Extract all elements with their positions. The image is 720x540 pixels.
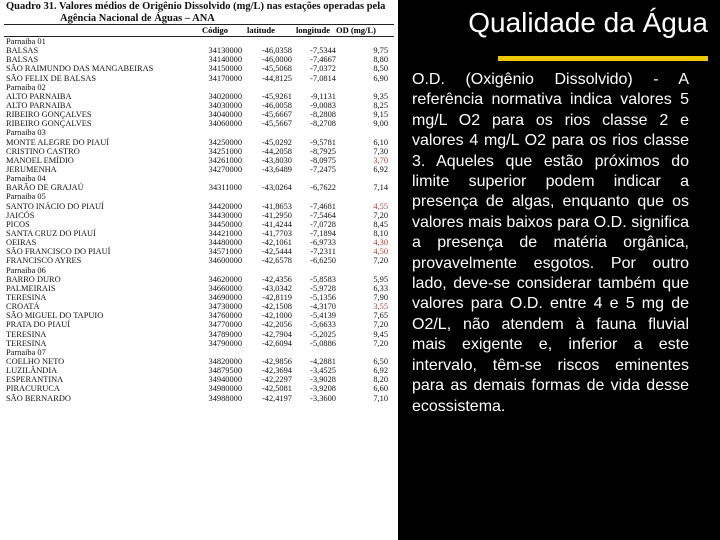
station-name: PICOS <box>6 219 30 229</box>
station-name: ALTO PARNAIBA <box>6 91 72 101</box>
title-underline <box>498 56 708 61</box>
table-row <box>6 220 388 229</box>
longitude-cell: -5,4139 <box>310 311 336 321</box>
station-code: 34820000 <box>208 356 242 366</box>
station-name: MANOEL EMÍDIO <box>6 155 74 165</box>
station-name: SANTA CRUZ DO PIAUÍ <box>6 229 96 239</box>
table-section-row <box>6 348 388 357</box>
station-name: ALTO PARNAIBA <box>6 101 72 111</box>
od-value: 7,90 <box>373 293 388 302</box>
station-code: 34020000 <box>208 91 242 101</box>
station-name: RIBEIRO GONÇALVES <box>6 119 92 129</box>
latitude-cell: -42,1508 <box>261 302 292 312</box>
longitude-cell: -3,9208 <box>310 384 336 394</box>
od-value: 7,20 <box>373 210 388 220</box>
longitude-cell: -9,5781 <box>310 137 336 147</box>
latitude-cell: -42,5444 <box>261 247 292 257</box>
station-name: SANTO INÁCIO DO PIAUÍ <box>6 201 104 211</box>
latitude-cell: -42,1000 <box>261 311 292 321</box>
od-value: 4,55 <box>373 201 388 211</box>
longitude-cell: -5,6633 <box>310 320 336 330</box>
od-value: 6,33 <box>373 283 388 293</box>
station-code: 34250000 <box>208 137 242 147</box>
station-name: JERUMENHA <box>6 165 57 175</box>
longitude-cell: -4,2881 <box>310 356 336 366</box>
section-label: Parnaiba 04 <box>6 174 46 184</box>
od-value: 7,65 <box>373 311 388 321</box>
table-row <box>6 101 388 110</box>
table-row <box>6 311 388 320</box>
od-value: 6,50 <box>373 356 388 366</box>
station-code: 34879500 <box>208 366 242 376</box>
station-name: BARRO DURO <box>6 274 61 284</box>
table-row <box>6 147 388 156</box>
water-quality-table <box>6 37 388 403</box>
station-name: TERESINA <box>6 293 47 302</box>
header-longitude: longitude <box>296 25 331 35</box>
od-value: 6,60 <box>373 384 388 394</box>
station-code: 34730000 <box>208 302 242 312</box>
longitude-cell: -8,2808 <box>310 110 336 120</box>
longitude-cell: -7,0814 <box>310 73 336 83</box>
table-row <box>6 165 388 174</box>
table-row <box>6 339 388 348</box>
table-row <box>6 375 388 384</box>
station-code: 34130000 <box>208 46 242 56</box>
station-code: 34600000 <box>208 256 242 266</box>
od-value: 7,20 <box>373 320 388 330</box>
longitude-cell: -6,9733 <box>310 238 336 248</box>
latitude-cell: -42,2297 <box>261 375 292 385</box>
station-code: 34770000 <box>208 320 242 330</box>
table-row <box>6 229 388 238</box>
table-row <box>6 366 388 375</box>
od-value: 7,20 <box>373 256 388 266</box>
od-value: 8,50 <box>373 64 388 74</box>
latitude-cell: -43,8030 <box>261 155 292 165</box>
table-row <box>6 302 388 311</box>
longitude-cell: -7,1894 <box>310 229 336 239</box>
longitude-cell: -4,3170 <box>310 302 336 312</box>
table-row <box>6 247 388 256</box>
station-code: 34030000 <box>208 101 242 111</box>
slide-body-text: O.D. (Oxigênio Dissolvido) - A referência normativa indica valores 5 mg/L O2 para os rios classe 2 e valores 4 mg/L O2 para os rios classe 3. Aqueles que estão próximos do limite superior podem indicar a presença de algas, enquanto que os valores mais baixos para O.D. significa a presença de matéria orgânica, provavelmente esgotos. Por outro lado, deve-se considerar também que valores para O.D. entre 4 e 5 mg de O2/L, não atendem à fauna fluvial mais exigente e, inferior a este intervalo, têm-se riscos eminentes para as demais formas de vida desse ecossistema. <box>412 71 689 415</box>
station-code: 34789000 <box>208 329 242 339</box>
table-caption-line1: Quadro 31. Valores médios de Origênio Dissolvido (mg/L) nas estações operadas pela <box>6 1 386 12</box>
latitude-cell: -44,2058 <box>261 146 292 156</box>
longitude-cell: -8,2708 <box>310 119 336 129</box>
header-codigo: Código <box>202 25 228 35</box>
table-row <box>6 74 388 83</box>
header-od: OD (mg/L) <box>336 25 376 35</box>
od-value: 8,80 <box>373 55 388 65</box>
station-code: 34421000 <box>208 229 242 239</box>
station-code: 34261000 <box>208 155 242 165</box>
latitude-cell: -42,2056 <box>261 320 292 330</box>
station-name: SÃO MIGUEL DO TAPUIO <box>6 311 104 321</box>
latitude-cell: -42,1061 <box>261 238 292 248</box>
station-name: COELHO NETO <box>6 356 65 366</box>
od-value: 6,92 <box>373 165 388 175</box>
table-row <box>6 293 388 302</box>
longitude-cell: -3,4525 <box>310 366 336 376</box>
od-value: 9,00 <box>373 119 388 129</box>
od-value: 6,90 <box>373 73 388 83</box>
table-section-row <box>6 174 388 183</box>
station-code: 34251000 <box>208 146 242 156</box>
od-value: 3,55 <box>373 302 388 312</box>
latitude-cell: -42,4356 <box>261 274 292 284</box>
od-value: 9,15 <box>373 110 388 120</box>
od-value: 9,45 <box>373 329 388 339</box>
latitude-cell: -44,8125 <box>261 73 292 83</box>
table-section-row <box>6 266 388 275</box>
station-name: RIBEIRO GONÇALVES <box>6 110 92 120</box>
latitude-cell: -42,3694 <box>261 366 292 376</box>
table-row <box>6 320 388 329</box>
latitude-cell: -45,9261 <box>261 91 292 101</box>
slide-title: Qualidade da Água <box>468 7 708 38</box>
station-name: TERESINA <box>6 338 47 348</box>
table-row <box>6 46 388 55</box>
latitude-cell: -43,6489 <box>261 165 292 175</box>
od-value: 6,10 <box>373 137 388 147</box>
longitude-cell: -7,5344 <box>310 46 336 56</box>
station-name: BALSAS <box>6 55 39 65</box>
latitude-cell: -42,5081 <box>261 384 292 394</box>
station-code: 34060000 <box>208 119 242 129</box>
longitude-cell: -7,0728 <box>310 219 336 229</box>
longitude-cell: -7,0372 <box>310 64 336 74</box>
latitude-cell: -43,0342 <box>261 283 292 293</box>
station-name: SÃO FRANCISCO DO PIAUÍ <box>6 247 111 257</box>
longitude-cell: -7,4681 <box>310 201 336 211</box>
longitude-cell: -5,1356 <box>310 293 336 302</box>
station-code: 34311000 <box>208 183 242 193</box>
table-section-row <box>6 192 388 201</box>
longitude-cell: -5,9728 <box>310 283 336 293</box>
station-code: 34270000 <box>208 165 242 175</box>
station-name: PALMEIRAIS <box>6 283 56 293</box>
longitude-cell: -6,7622 <box>310 183 336 193</box>
latitude-cell: -43,0264 <box>261 183 292 193</box>
longitude-cell: -7,4667 <box>310 55 336 65</box>
longitude-cell: -8,7925 <box>310 146 336 156</box>
od-value: 7,20 <box>373 338 388 348</box>
od-value: 8,10 <box>373 229 388 239</box>
table-row <box>6 156 388 165</box>
header-latitude: latitude <box>247 25 275 35</box>
table-section-row <box>6 128 388 137</box>
latitude-cell: -41,2950 <box>261 210 292 220</box>
station-code: 34660000 <box>208 283 242 293</box>
latitude-cell: -45,0292 <box>261 137 292 147</box>
table-section-row <box>6 37 388 46</box>
station-code: 34430000 <box>208 210 242 220</box>
longitude-cell: -7,2475 <box>310 165 336 175</box>
latitude-cell: -41,7703 <box>261 229 292 239</box>
latitude-cell: -42,9856 <box>261 356 292 366</box>
longitude-cell: -5,2025 <box>310 329 336 339</box>
od-value: 3,70 <box>373 155 388 165</box>
longitude-cell: -5,0886 <box>310 338 336 348</box>
od-value: 7,10 <box>373 393 388 403</box>
od-value: 6,92 <box>373 366 388 376</box>
latitude-cell: -45,5068 <box>261 64 292 74</box>
station-name: LUZILÂNDIA <box>6 366 58 376</box>
station-name: PIRACURUCA <box>6 384 60 394</box>
longitude-cell: -3,3600 <box>310 393 336 403</box>
station-name: BALSAS <box>6 46 39 56</box>
od-value: 9,35 <box>373 91 388 101</box>
od-value: 8,25 <box>373 101 388 111</box>
table-row <box>6 384 388 393</box>
latitude-cell: -42,6578 <box>261 256 292 266</box>
station-name: TERESINA <box>6 329 47 339</box>
latitude-cell: -41,8653 <box>261 201 292 211</box>
table-row <box>6 284 388 293</box>
station-name: BARÃO DE GRAJAÚ <box>6 183 84 193</box>
station-code: 34620000 <box>208 274 242 284</box>
station-name: ESPERANTINA <box>6 375 64 385</box>
table-row <box>6 119 388 128</box>
station-name: PRATA DO PIAUÍ <box>6 320 71 330</box>
od-value: 7,14 <box>373 183 388 193</box>
latitude-cell: -46,0058 <box>261 101 292 111</box>
od-value: 8,45 <box>373 219 388 229</box>
latitude-cell: -46,0358 <box>261 46 292 56</box>
station-name: JAICÓS <box>6 210 35 220</box>
longitude-cell: -6,6250 <box>310 256 336 266</box>
section-label: Parnaiba 07 <box>6 347 46 357</box>
station-code: 34988000 <box>208 393 242 403</box>
station-code: 34420000 <box>208 201 242 211</box>
station-code: 34450000 <box>208 219 242 229</box>
longitude-cell: -3,9028 <box>310 375 336 385</box>
table-row <box>6 330 388 339</box>
station-name: FRANCISCO AYRES <box>6 256 82 266</box>
latitude-cell: -42,6094 <box>261 338 292 348</box>
table-row <box>6 238 388 247</box>
station-code: 34140000 <box>208 55 242 65</box>
table-row <box>6 275 388 284</box>
latitude-cell: -42,4197 <box>261 393 292 403</box>
station-code: 34150000 <box>208 64 242 74</box>
station-code: 34980000 <box>208 384 242 394</box>
table-row <box>6 211 388 220</box>
od-value: 5,95 <box>373 274 388 284</box>
station-code: 34790000 <box>208 338 242 348</box>
table-row <box>6 202 388 211</box>
table-row <box>6 92 388 101</box>
latitude-cell: -42,7904 <box>261 329 292 339</box>
section-label: Parnaiba 02 <box>6 82 46 92</box>
table-section-row <box>6 83 388 92</box>
station-name: CRISTINO CASTRO <box>6 146 80 156</box>
longitude-cell: -5,8583 <box>310 274 336 284</box>
section-label: Parnaiba 05 <box>6 192 46 202</box>
table-row <box>6 64 388 73</box>
od-value: 4,30 <box>373 238 388 248</box>
section-label: Parnaiba 01 <box>6 37 46 47</box>
latitude-cell: -45,6667 <box>261 110 292 120</box>
station-code: 34690000 <box>208 293 242 302</box>
table-row <box>6 183 388 192</box>
station-name: MONTE ALEGRE DO PIAUÍ <box>6 137 110 147</box>
od-value: 9,75 <box>373 46 388 56</box>
latitude-cell: -45,5667 <box>261 119 292 129</box>
latitude-cell: -41,4244 <box>261 219 292 229</box>
od-value: 8,20 <box>373 375 388 385</box>
longitude-cell: -7,5464 <box>310 210 336 220</box>
latitude-cell: -42,8119 <box>262 293 292 302</box>
longitude-cell: -9,0083 <box>310 101 336 111</box>
longitude-cell: -8,0975 <box>310 155 336 165</box>
station-code: 34040000 <box>208 110 242 120</box>
station-name: CROATÁ <box>6 302 40 312</box>
station-code: 34571000 <box>208 247 242 257</box>
station-code: 34940000 <box>208 375 242 385</box>
od-value: 4,50 <box>373 247 388 257</box>
station-name: SÃO BERNARDO <box>6 393 71 403</box>
table-row <box>6 256 388 265</box>
station-name: SÃO FELIX DE BALSAS <box>6 73 97 83</box>
table-row <box>6 393 388 402</box>
station-name: SÃO RAIMUNDO DAS MANGABEIRAS <box>6 64 154 74</box>
table-row <box>6 138 388 147</box>
station-name: OEIRAS <box>6 238 37 248</box>
station-code: 34760000 <box>208 311 242 321</box>
longitude-cell: -7,2311 <box>310 247 336 257</box>
table-row <box>6 357 388 366</box>
table-row <box>6 110 388 119</box>
section-label: Parnaiba 03 <box>6 128 46 138</box>
station-code: 34480000 <box>208 238 242 248</box>
table-caption-line2: Agência Nacional de Águas – ANA <box>60 13 215 24</box>
section-label: Parnaiba 06 <box>6 265 46 275</box>
station-code: 34170000 <box>208 73 242 83</box>
latitude-cell: -46,0000 <box>261 55 292 65</box>
od-value: 7,30 <box>373 146 388 156</box>
table-header <box>4 24 394 37</box>
longitude-cell: -9,1131 <box>310 91 336 101</box>
